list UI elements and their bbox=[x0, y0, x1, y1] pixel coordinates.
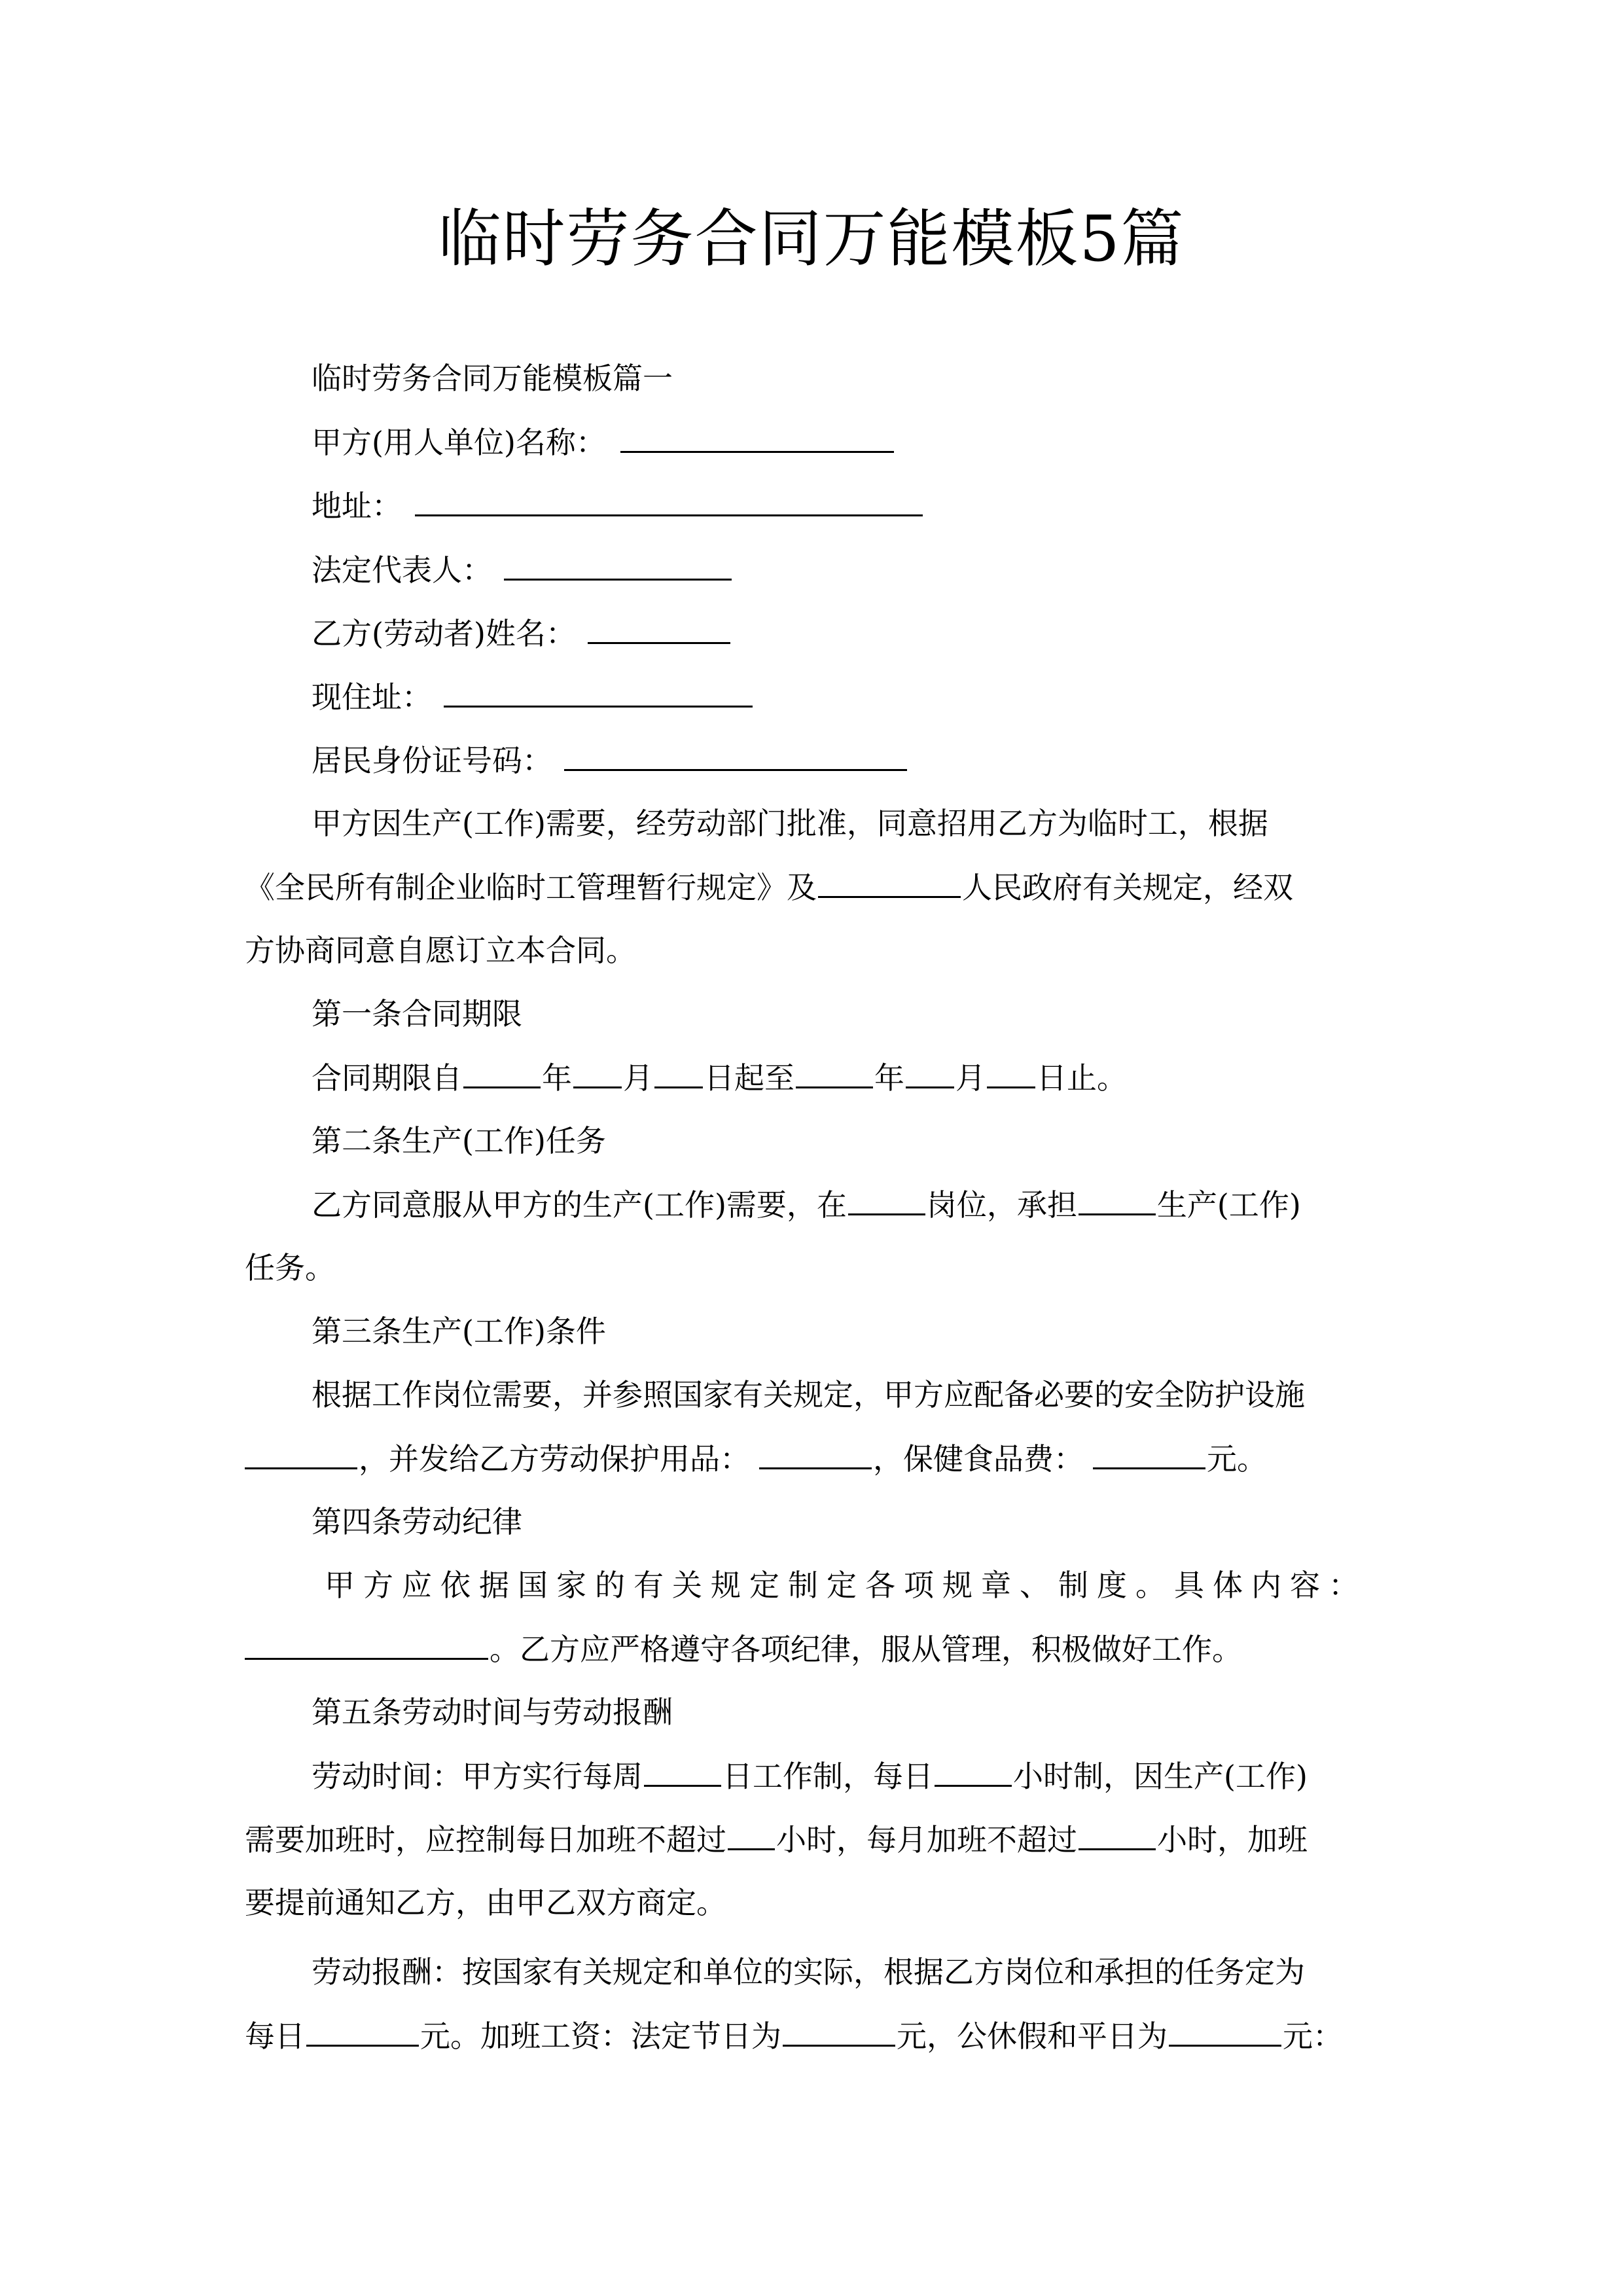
holiday-overtime-blank[interactable] bbox=[783, 2016, 895, 2047]
legal-rep-blank[interactable] bbox=[504, 550, 732, 581]
article-5-heading: 第五条劳动时间与劳动报酬 bbox=[312, 1695, 673, 1730]
task-blank[interactable] bbox=[1079, 1185, 1156, 1215]
intro-line-3: 方协商同意自愿订立本合同。 bbox=[245, 933, 636, 968]
hours-text: 需要加班时，应控制每日加班不超过 bbox=[245, 1822, 726, 1857]
article-4-line-1: 甲方应依据国家的有关规定制定各项规章、制度。具体内容： bbox=[325, 1568, 1367, 1603]
legal-rep-label: 法定代表人： bbox=[312, 552, 492, 588]
hours-text: 劳动时间：甲方实行每周 bbox=[312, 1759, 643, 1794]
article-5-pay-line-1: 劳动报酬：按国家有关规定和单位的实际，根据乙方岗位和承担的任务定为 bbox=[312, 1954, 1305, 1990]
position-blank[interactable] bbox=[848, 1185, 925, 1215]
end-year-blank[interactable] bbox=[796, 1058, 873, 1088]
rules-content-blank[interactable] bbox=[245, 1629, 488, 1660]
days-per-week-blank[interactable] bbox=[644, 1756, 721, 1787]
current-address-label: 现住址： bbox=[312, 679, 432, 715]
id-number-field bbox=[312, 740, 908, 780]
article-4-heading: 第四条劳动纪律 bbox=[312, 1504, 522, 1539]
legal-rep-field bbox=[312, 550, 733, 590]
pay-text: 元，公休假和平日为 bbox=[897, 2018, 1168, 2054]
party-b-name-label: 乙方(劳动者)姓名： bbox=[312, 616, 576, 651]
month-label: 月 bbox=[955, 1060, 986, 1096]
current-address-blank[interactable] bbox=[444, 677, 753, 708]
pay-text: 元： bbox=[1283, 2018, 1343, 2054]
hours-text: 小时制，因生产(工作) bbox=[1013, 1759, 1308, 1794]
monthly-overtime-blank[interactable] bbox=[1079, 1820, 1156, 1850]
day-to-label: 日起至 bbox=[704, 1060, 794, 1096]
article-3-text: 元。 bbox=[1207, 1441, 1267, 1477]
current-address-field bbox=[312, 677, 754, 717]
hours-text: 小时，每月加班不超过 bbox=[776, 1822, 1077, 1857]
pay-text: 元。加班工资：法定节日为 bbox=[420, 2018, 781, 2054]
section-title: 临时劳务合同万能模板篇一 bbox=[312, 361, 673, 396]
start-month-blank[interactable] bbox=[573, 1058, 622, 1088]
safety-facilities-blank[interactable] bbox=[245, 1439, 357, 1469]
day-end-label: 日止。 bbox=[1037, 1060, 1127, 1096]
article-2-text: 岗位，承担 bbox=[926, 1187, 1077, 1223]
id-number-label: 居民身份证号码： bbox=[312, 743, 552, 778]
article-5-pay-line-2 bbox=[245, 2016, 1343, 2056]
start-year-blank[interactable] bbox=[463, 1058, 541, 1088]
address-label: 地址： bbox=[312, 488, 402, 524]
end-month-blank[interactable] bbox=[906, 1058, 954, 1088]
year-label: 年 bbox=[874, 1060, 904, 1096]
term-from-label: 合同期限自 bbox=[312, 1060, 462, 1096]
party-b-name-field bbox=[312, 613, 732, 653]
party-a-name-field bbox=[312, 422, 895, 462]
weekday-overtime-blank[interactable] bbox=[1169, 2016, 1281, 2047]
article-3-heading: 第三条生产(工作)条件 bbox=[312, 1314, 606, 1349]
daily-wage-blank[interactable] bbox=[306, 2016, 419, 2047]
article-3-text: ，并发给乙方劳动保护用品： bbox=[359, 1441, 750, 1477]
article-3-line-2 bbox=[245, 1439, 1267, 1479]
start-day-blank[interactable] bbox=[654, 1058, 703, 1088]
intro-line-2b: 人民政府有关规定，经双 bbox=[962, 870, 1293, 905]
party-a-name-blank[interactable] bbox=[620, 422, 894, 453]
article-2-line-2: 任务。 bbox=[245, 1250, 335, 1285]
document-title: 临时劳务合同万能模板5篇 bbox=[438, 202, 1185, 276]
address-field bbox=[312, 486, 924, 526]
article-5-hours-line-1 bbox=[312, 1756, 1308, 1796]
article-1-term bbox=[312, 1058, 1127, 1098]
pay-text: 每日 bbox=[245, 2018, 305, 2054]
hours-per-day-blank[interactable] bbox=[935, 1756, 1012, 1787]
article-2-text: 乙方同意服从甲方的生产(工作)需要，在 bbox=[312, 1187, 847, 1223]
address-blank[interactable] bbox=[415, 486, 923, 516]
article-3-line-1: 根据工作岗位需要，并参照国家有关规定，甲方应配备必要的安全防护设施 bbox=[312, 1377, 1305, 1412]
id-number-blank[interactable] bbox=[564, 740, 907, 771]
article-2-line-1 bbox=[312, 1185, 1301, 1225]
year-label: 年 bbox=[542, 1060, 572, 1096]
hours-text: 小时，加班 bbox=[1157, 1822, 1308, 1857]
daily-overtime-blank[interactable] bbox=[728, 1820, 775, 1850]
article-5-hours-line-3: 要提前通知乙方，由甲乙双方商定。 bbox=[245, 1885, 726, 1920]
hours-text: 日工作制，每日 bbox=[722, 1759, 933, 1794]
article-1-heading: 第一条合同期限 bbox=[312, 996, 522, 1031]
end-day-blank[interactable] bbox=[987, 1058, 1035, 1088]
protective-items-blank[interactable] bbox=[759, 1439, 872, 1469]
intro-line-2a: 《全民所有制企业临时工管理暂行规定》及 bbox=[245, 870, 817, 905]
health-food-fee-blank[interactable] bbox=[1093, 1439, 1205, 1469]
article-3-text: ，保健食品费： bbox=[873, 1441, 1084, 1477]
month-label: 月 bbox=[623, 1060, 653, 1096]
intro-line-1: 甲方因生产(工作)需要，经劳动部门批准，同意招用乙方为临时工，根据 bbox=[312, 806, 1268, 841]
intro-line-2 bbox=[245, 867, 1293, 907]
article-4-text: 。乙方应严格遵守各项纪律，服从管理，积极做好工作。 bbox=[490, 1632, 1242, 1667]
article-5-hours-line-2 bbox=[245, 1820, 1308, 1859]
article-2-heading: 第二条生产(工作)任务 bbox=[312, 1123, 606, 1158]
party-a-name-label: 甲方(用人单位)名称： bbox=[312, 425, 606, 460]
article-2-text: 生产(工作) bbox=[1156, 1187, 1301, 1223]
party-b-name-blank[interactable] bbox=[588, 613, 730, 644]
article-4-line-2 bbox=[245, 1629, 1242, 1669]
government-blank[interactable] bbox=[818, 867, 961, 898]
